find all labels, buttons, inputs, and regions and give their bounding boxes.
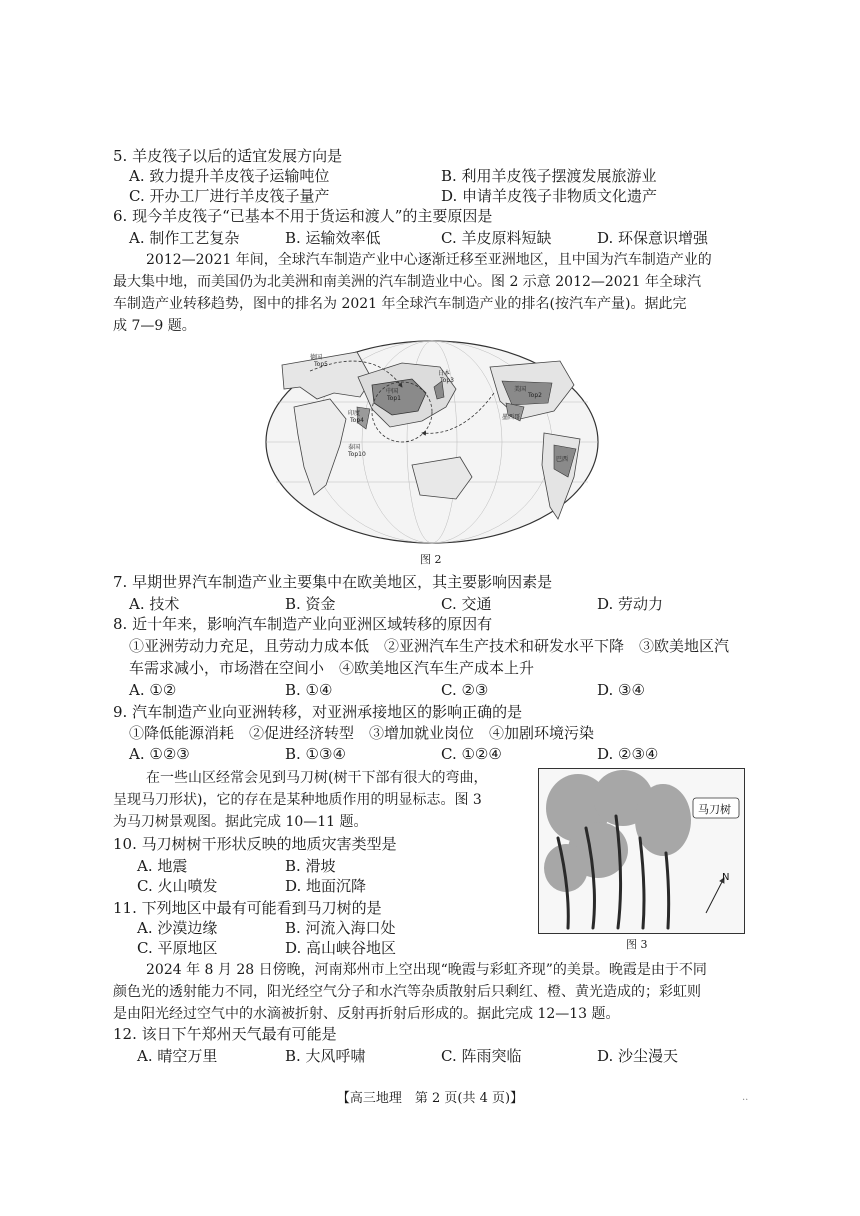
sabre-tree-label: 马刀树	[698, 803, 731, 816]
sabre-tree-figure	[538, 768, 745, 934]
question-6-option-b: B. 运输效率低	[285, 229, 381, 247]
question-7-option-a: A. 技术	[129, 595, 180, 613]
map-label: Top4	[350, 417, 364, 424]
question-8-option-b: B. ①④	[285, 681, 333, 699]
question-7-stem: 7. 早期世界汽车制造产业主要集中在欧美地区，其主要影响因素是	[113, 573, 553, 591]
question-9-option-d: D. ②③④	[597, 745, 659, 763]
passage-3-line: 是由阳光经过空气中的水滴被折射、反射再折射后形成的。据此完成 12—13 题。	[113, 1006, 620, 1022]
passage-2-line: 为马刀树景观图。据此完成 10—11 题。	[113, 814, 368, 830]
question-5-option-d: D. 申请羊皮筏子非物质文化遗产	[441, 187, 658, 205]
question-5-stem: 5. 羊皮筏子以后的适宜发展方向是	[113, 147, 343, 165]
question-12-option-b: B. 大风呼啸	[285, 1047, 366, 1065]
question-11-option-a: A. 沙漠边缘	[137, 919, 218, 937]
question-5-option-b: B. 利用羊皮筏子摆渡发展旅游业	[441, 167, 657, 185]
question-8-option-d: D. ③④	[597, 681, 645, 699]
map-label: 日本	[438, 370, 451, 377]
north-label: N	[722, 872, 730, 883]
question-12-option-c: C. 阵雨突临	[441, 1047, 522, 1065]
map-label: Top5	[314, 361, 328, 368]
map-label: 美国	[514, 386, 527, 393]
question-11-option-b: B. 河流入海口处	[285, 919, 396, 937]
figure-2-caption: 图 2	[420, 553, 442, 566]
question-10-option-b: B. 滑坡	[285, 857, 336, 875]
passage-3-line: 2024 年 8 月 28 日傍晚，河南郑州市上空出现“晚霞与彩虹齐现”的美景。晚霞是由于不同	[146, 962, 707, 978]
world-map-figure	[262, 337, 602, 547]
question-10-option-c: C. 火山喷发	[137, 877, 218, 895]
question-10-stem: 10. 马刀树树干形状反映的地质灾害类型是	[113, 835, 397, 853]
question-11-option-d: D. 高山峡谷地区	[285, 939, 397, 957]
question-10-option-a: A. 地震	[137, 857, 188, 875]
question-12-stem: 12. 该日下午郑州天气最有可能是	[113, 1025, 337, 1043]
passage-3-line: 颜色光的透射能力不同，阳光经空气分子和水汽等杂质散射后只剩红、橙、黄光造成的；彩虹则	[113, 984, 701, 1000]
question-6-stem: 6. 现今羊皮筏子“已基本不用于货运和渡人”的主要原因是	[113, 207, 493, 225]
question-12-option-a: A. 晴空万里	[137, 1047, 218, 1065]
question-7-option-b: B. 资金	[285, 595, 336, 613]
map-label: 中国	[386, 388, 399, 395]
passage-1-line: 成 7—9 题。	[113, 318, 196, 334]
question-8-option-a: A. ①②	[129, 681, 177, 699]
map-label: Top2	[528, 392, 542, 399]
question-8-statements-line-2: 车需求减小，市场潜在空间小 ④欧美地区汽车生产成本上升	[129, 659, 535, 677]
question-11-stem: 11. 下列地区中最有可能看到马刀树的是	[113, 899, 382, 917]
map-label: 墨西哥	[502, 414, 521, 421]
question-8-option-c: C. ②③	[441, 681, 489, 699]
question-7-option-c: C. 交通	[441, 595, 492, 613]
passage-2-line: 呈现马刀形状)，它的存在是某种地质作用的明显标志。图 3	[113, 792, 482, 808]
question-6-option-d: D. 环保意识增强	[597, 229, 709, 247]
question-9-option-a: A. ①②③	[129, 745, 190, 763]
question-9-stem: 9. 汽车制造产业向亚洲转移，对亚洲承接地区的影响正确的是	[113, 703, 523, 721]
map-label: Top10	[348, 451, 366, 458]
map-label: Top1	[387, 395, 401, 402]
question-12-option-d: D. 沙尘漫天	[597, 1047, 679, 1065]
question-8-statements-line-1: ①亚洲劳动力充足，且劳动力成本低 ②亚洲汽车生产技术和研发水平下降 ③欧美地区汽	[129, 637, 730, 655]
question-5-option-c: C. 开办工厂进行羊皮筏子量产	[129, 187, 330, 205]
question-9-statements: ①降低能源消耗 ②促进经济转型 ③增加就业岗位 ④加剧环境污染	[129, 724, 595, 742]
question-8-stem: 8. 近十年来，影响汽车制造产业向亚洲区域转移的原因有	[113, 615, 493, 633]
map-label: 印度	[348, 410, 361, 417]
passage-1-line: 车制造产业转移趋势，图中的排名为 2021 年全球汽车制造产业的排名(按汽车产量)。据此完	[113, 296, 687, 312]
map-label: 巴西	[556, 456, 569, 463]
question-5-option-a: A. 致力提升羊皮筏子运输吨位	[129, 167, 330, 185]
question-6-option-c: C. 羊皮原料短缺	[441, 229, 552, 247]
question-10-option-d: D. 地面沉降	[285, 877, 367, 895]
corner-mark: ..	[742, 1092, 749, 1103]
map-label: Top3	[440, 377, 454, 384]
map-label: 德国	[310, 354, 323, 361]
question-9-option-b: B. ①③④	[285, 745, 346, 763]
question-6-option-a: A. 制作工艺复杂	[129, 229, 240, 247]
question-11-option-c: C. 平原地区	[137, 939, 218, 957]
passage-1-line: 最大集中地，而美国仍为北美洲和南美洲的汽车制造业中心。图 2 示意 2012—2021 年全球汽	[113, 274, 701, 290]
page-footer: 【高三地理 第 2 页(共 4 页)】	[336, 1091, 524, 1106]
question-7-option-d: D. 劳动力	[597, 595, 664, 613]
passage-2-line: 在一些山区经常会见到马刀树(树干下部有很大的弯曲，	[146, 770, 488, 786]
passage-1-line: 2012—2021 年间，全球汽车制造产业中心逐渐迁移至亚洲地区，且中国为汽车制造产业的	[146, 252, 712, 268]
map-label: 泰国	[348, 444, 361, 451]
question-9-option-c: C. ①②④	[441, 745, 502, 763]
figure-3-caption: 图 3	[626, 938, 648, 951]
